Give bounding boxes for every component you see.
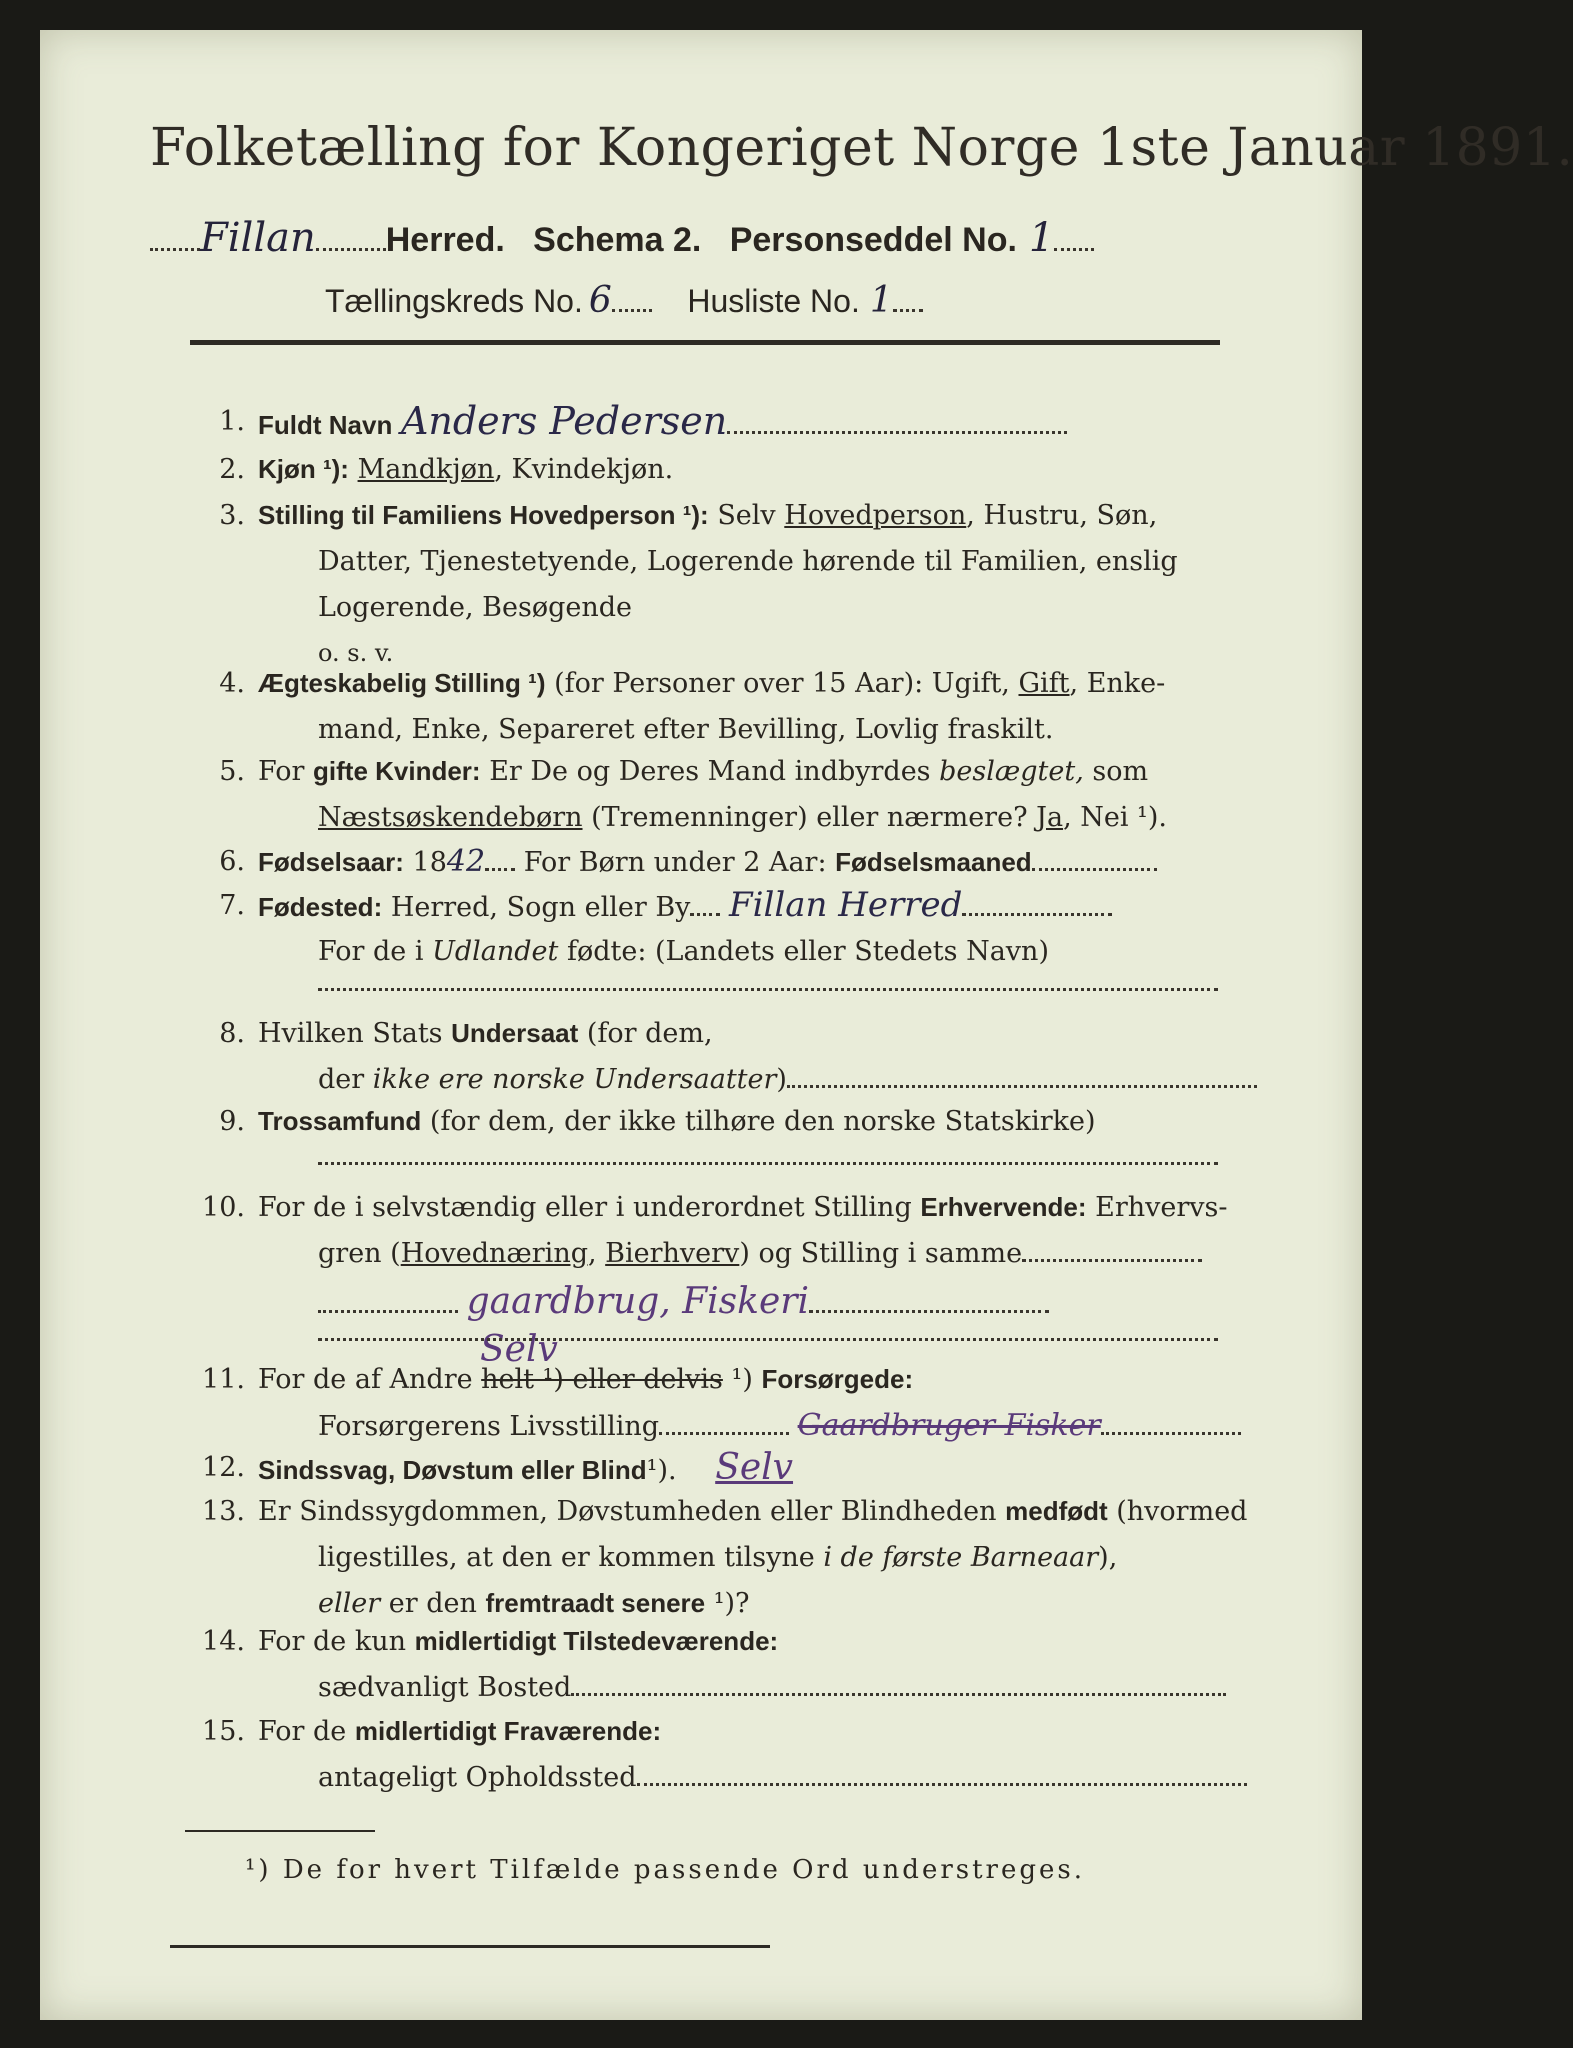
item-text: ¹). — [646, 1455, 677, 1486]
item-text: ), — [1098, 1542, 1118, 1573]
item-number: 6. — [219, 846, 245, 877]
name-value: Anders Pedersen — [400, 399, 728, 443]
fill-line — [318, 1338, 1218, 1341]
item-number: 12. — [202, 1452, 245, 1483]
option-hovednaering: Hovednæring — [400, 1238, 588, 1269]
item-label: Undersaat — [451, 1018, 579, 1048]
item-text: (for Personer over 15 Aar): Ugift, — [554, 668, 1010, 699]
footnote-divider — [185, 1830, 375, 1832]
provider-value: Gaardbruger Fisker — [797, 1408, 1101, 1443]
item-label: medfødt — [1005, 1496, 1108, 1526]
item-number: 3. — [219, 500, 245, 531]
item-number: 4. — [219, 668, 245, 699]
item-3-position — [150, 494, 1230, 667]
item-number: 1. — [219, 406, 245, 437]
item-text: (for dem, der ikke tilhøre den norske Statskirke) — [429, 1106, 1096, 1137]
item-label: midlertidigt Tilstedeværende: — [414, 1626, 779, 1656]
item-text: For de kun — [258, 1626, 406, 1657]
item-text: Selv — [717, 500, 776, 531]
item-text: Datter, Tjenestetyende, Logerende hørende til Familien, enslig — [318, 546, 1178, 577]
kreds-label: Tællingskreds No. — [325, 283, 583, 319]
item-number: 9. — [219, 1106, 245, 1137]
option-mandkjon: Mandkjøn — [357, 454, 495, 485]
item-text: i de første Barneaar — [823, 1542, 1099, 1573]
item-label: Fødselsaar: — [258, 847, 404, 877]
item-text: , — [588, 1238, 606, 1269]
fill-line — [318, 1162, 1218, 1165]
item-number: 14. — [202, 1626, 245, 1657]
item-text: Udlandet — [432, 936, 559, 967]
item-number: 15. — [202, 1716, 245, 1747]
husliste-value: 1 — [869, 280, 893, 321]
item-text: er den — [388, 1588, 477, 1619]
item-text: 18 — [412, 847, 447, 878]
header-divider — [190, 340, 1220, 345]
item-label: Fuldt Navn — [258, 410, 393, 440]
item-number: 5. — [219, 756, 245, 787]
item-label: Fødselsmaaned — [835, 847, 1032, 877]
item-text: gren ( — [318, 1238, 401, 1269]
item-label: Sindssvag, Døvstum eller Blind — [258, 1455, 647, 1485]
item-text: mand, Enke, Separeret efter Bevilling, Lovlig fraskilt. — [318, 714, 1054, 745]
item-text: Forsørgerens Livsstilling — [318, 1411, 660, 1442]
item-text: der — [318, 1064, 365, 1095]
item-text: For de — [258, 1716, 347, 1747]
item-text: antageligt Opholdssted — [318, 1762, 637, 1793]
item-text: eller — [318, 1588, 381, 1619]
item-label: Stilling til Familiens Hovedperson ¹): — [258, 500, 709, 530]
item-text: (Tremenninger) eller nærmere? — [591, 802, 1028, 833]
herred-value: Fillan — [200, 215, 316, 261]
item-text: Er Sindssygdommen, Døvstumheden eller Blindheden — [258, 1496, 997, 1527]
item-text: ) og Stilling i samme — [739, 1238, 1023, 1269]
item-label: gifte Kvinder: — [313, 756, 481, 786]
item-text: o. s. v. — [318, 639, 394, 667]
item-label: midlertidigt Fraværende: — [354, 1716, 662, 1746]
kreds-value: 6 — [588, 280, 612, 321]
item-label: Erhvervende: — [920, 1192, 1087, 1222]
item-text: fødte: (Landets eller Stedets Navn) — [566, 936, 1049, 967]
item-label: Kjøn ¹): — [258, 454, 349, 484]
option-ja: Ja — [1036, 802, 1064, 833]
occupation-value-2: Selv — [480, 1329, 558, 1370]
personseddel-label: Personseddel No. — [729, 221, 1017, 259]
item-text: For Børn under 2 Aar: — [523, 847, 827, 878]
item-number: 13. — [202, 1496, 245, 1527]
item-number: 2. — [219, 454, 245, 485]
item-number: 11. — [202, 1364, 245, 1395]
item-text: For — [258, 756, 305, 787]
header-row-herred — [150, 215, 1094, 261]
item-text: ¹) — [731, 1364, 753, 1395]
item-text: , Enke- — [1069, 668, 1166, 699]
item-text: Logerende, Besøgende — [318, 592, 632, 623]
item-label: Trossamfund — [258, 1106, 422, 1136]
birthyear-value: 42 — [446, 844, 486, 879]
item-text: , Nei ¹). — [1063, 802, 1167, 833]
item-number: 8. — [219, 1018, 245, 1049]
item-text: For de i — [318, 936, 424, 967]
item-label: fremtraadt senere — [485, 1588, 706, 1618]
item-text: helt ¹) eller delvis — [481, 1364, 723, 1395]
option-naestsoskendeborn: Næstsøskendebørn — [318, 802, 583, 833]
birthplace-value: Fillan Herred — [729, 885, 963, 925]
item-text: For de i selvstændig eller i underordnet Stilling — [258, 1192, 912, 1223]
husliste-label: Husliste No. — [687, 283, 860, 319]
option-hovedperson: Hovedperson — [784, 500, 967, 531]
item-text: For de af Andre — [258, 1364, 473, 1395]
item-text: (hvormed — [1116, 1496, 1248, 1527]
item-text: ikke ere norske Undersaatter — [372, 1064, 777, 1095]
item-number: 7. — [219, 890, 245, 921]
item-text: (for dem, — [586, 1018, 713, 1049]
occupation-value: gaardbrug, Fiskeri — [466, 1281, 809, 1322]
header-row-kreds — [325, 280, 923, 321]
item-text: sædvanligt Bosted — [318, 1672, 572, 1703]
item-text: som — [1092, 756, 1149, 787]
form-title: Folketælling for Kongeriget Norge 1ste Januar 1891. — [150, 118, 1573, 178]
item-text: Erhvervs- — [1095, 1192, 1228, 1223]
item-label: Forsørgede: — [761, 1364, 914, 1394]
item-label: Ægteskabelig Stilling ¹) — [258, 668, 546, 698]
personseddel-value: 1 — [1028, 215, 1055, 261]
item-text: ligestilles, at den er kommen tilsyne — [318, 1542, 815, 1573]
item-text: , Hustru, Søn, — [966, 500, 1158, 531]
fill-line — [318, 988, 1218, 991]
schema-label: Schema 2. — [533, 221, 702, 259]
option-gift: Gift — [1018, 668, 1070, 699]
item-label: Fødested: — [258, 892, 383, 922]
item-text: ¹)? — [713, 1588, 750, 1619]
herred-label: Herred. — [385, 221, 505, 259]
footnote: ¹) De for hvert Tilfælde passende Ord understreges. — [245, 1855, 1086, 1885]
item-text: beslægtet, — [939, 756, 1084, 787]
option-bierhverv: Bierhverv — [605, 1238, 740, 1269]
item-number: 10. — [202, 1192, 245, 1223]
bottom-rule — [170, 1945, 770, 1948]
option-kvindekjon: , Kvindekjøn. — [494, 454, 674, 485]
item-text: Herred, Sogn eller By — [390, 892, 691, 923]
item-text: Hvilken Stats — [258, 1018, 443, 1049]
disability-value: Selv — [715, 1447, 794, 1488]
item-text: Er De og Deres Mand indbyrdes — [489, 756, 931, 787]
